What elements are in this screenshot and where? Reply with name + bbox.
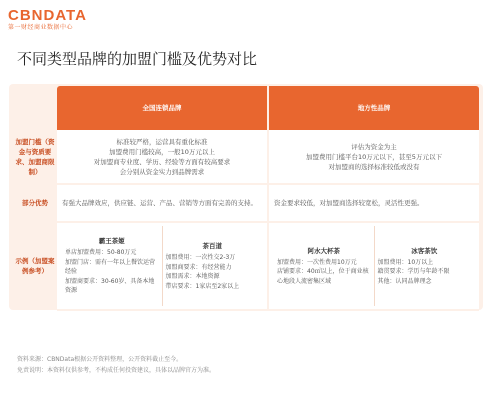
logo-brand: CBNDATA	[8, 7, 87, 24]
cell-threshold-chain: 标准较严格，运营具有重化标准 加盟费用门槛较高，一般10万元以上 对加盟商专业度、学历、经验等方面有较高要求 会分别从资金实力到品牌需求	[57, 130, 268, 184]
cbndata-logo	[8, 8, 87, 32]
column-header-local: 地方性品牌	[268, 86, 479, 130]
column-header-chain: 全国连锁品牌	[57, 86, 268, 130]
example-bingke: 冰客茶饮 加盟费用：10万以上 籍贯要求：学历与年龄不限 其他：认同品牌理念	[374, 226, 475, 306]
comparison-table	[13, 86, 479, 311]
source-note: 资料来源：CBNData根据公开资料整理，公开资料截止至今。	[17, 356, 183, 363]
cell-advantage-chain: 有强大品牌效应，供应链、运营、产品、营销等方面有完善的支持。	[57, 184, 268, 222]
disclaimer-note: 免责说明：本资料仅供参考，不构成任何投资建议，具体以品牌官方为准。	[17, 367, 216, 374]
logo-tagline: 第一财经商业数据中心	[8, 24, 74, 31]
cell-examples-chain	[57, 222, 268, 310]
row-label-advantage: 部分优势	[22, 199, 48, 207]
table-row-advantage	[13, 184, 479, 222]
cell-threshold-local: 评估为资金为主 加盟费用门槛平台10万元以下，甚至5万元以下 对加盟商的选择标准较低或没有	[268, 130, 479, 184]
header-corner	[13, 86, 57, 130]
footnotes	[17, 354, 215, 376]
table-row-examples	[13, 222, 479, 310]
table-row-threshold	[13, 130, 479, 184]
example-ashui: 阿水大杯茶 加盟费用：一次性费用10万元 店铺要求：40㎡以上，位于商业核心地段人流密集区域	[277, 246, 369, 285]
row-label-examples: 示例（加盟案例参考）	[15, 257, 55, 275]
example-bawang: 霸王茶姬 单店加盟费用：50-80万元 加盟门店：需有一年以上餐饮运营经验 加盟商要求：30-60岁、具备本地资源	[65, 237, 156, 295]
example-chabaidao: 茶百道 加盟费用：一次性交2-3万 加盟商要求：有经营能力 加盟需求：本地资源 带店要求：1家店至2家以上	[162, 226, 263, 306]
cell-examples-local	[268, 222, 479, 310]
cell-advantage-local: 资金要求较低，对加盟商选择较宽松，灵活性更强。	[268, 184, 479, 222]
row-label-threshold: 加盟门槛（资金与资质要求、加盟商限制）	[15, 138, 55, 176]
table-header-row	[13, 86, 479, 130]
page-title: 不同类型品牌的加盟门槛及优势对比	[17, 50, 258, 68]
